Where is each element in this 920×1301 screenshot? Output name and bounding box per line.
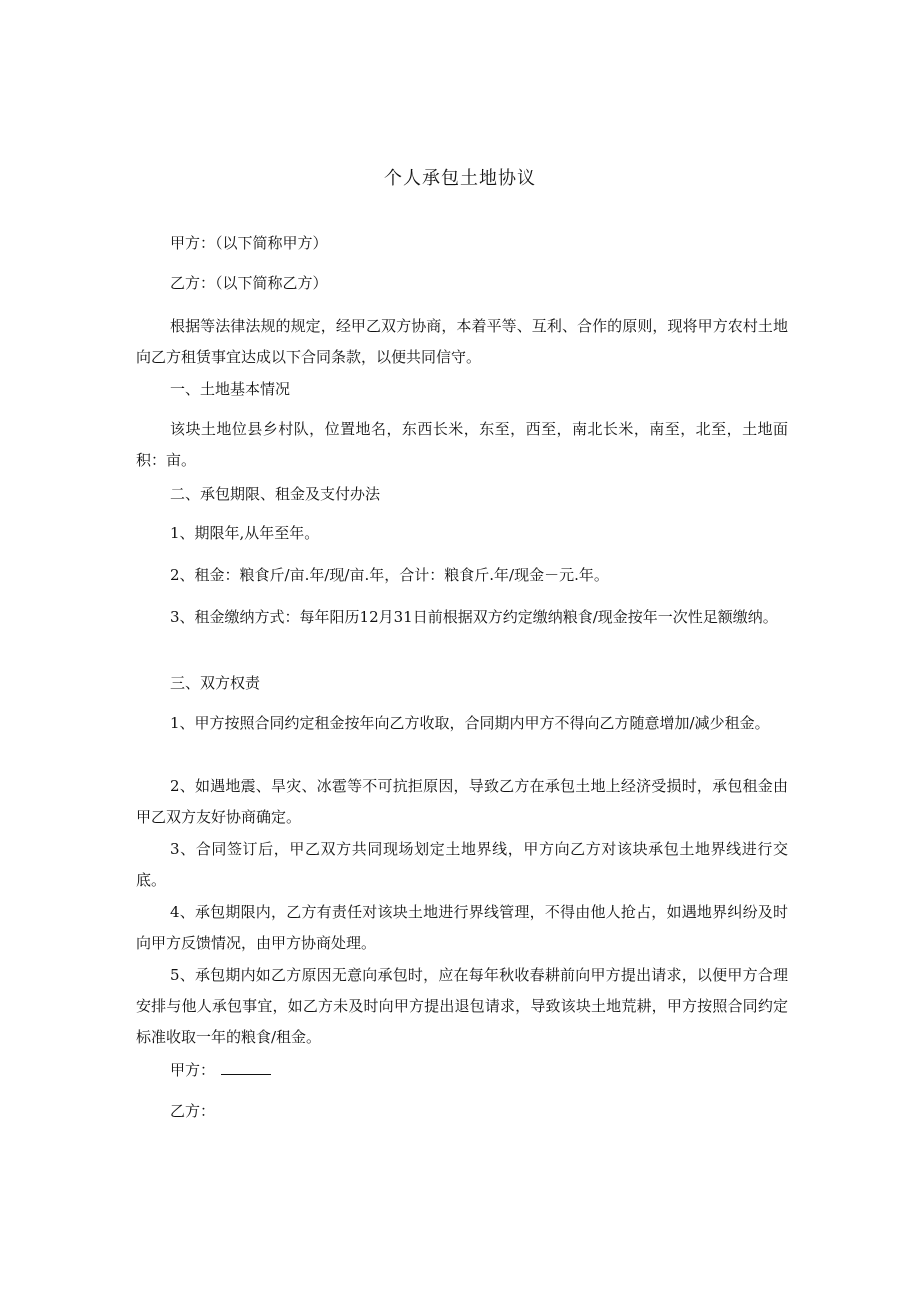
section-3-item-4: 4、承包期限内，乙方有责任对该块土地进行界线管理，不得由他人抢占，如遇地界纠纷及时向甲方反馈情况，由甲方协商处理。 [136, 903, 788, 952]
section-1-heading: 一、土地基本情况 [170, 380, 291, 398]
section-3-item-2: 2、如遇地震、旱灾、冰雹等不可抗拒原因，导致乙方在承包土地上经济受损时，承包租金由甲乙双方友好协商确定。 [136, 777, 788, 826]
signature-party-a-line [221, 1060, 271, 1075]
party-b-line: 乙方：（以下简称乙方） [170, 274, 328, 292]
preamble-paragraph: 根据等法律法规的规定，经甲乙双方协商，本着平等、互利、合作的原则，现将甲方农村土地向乙方租赁事宜达成以下合同条款，以便共同信守。 [136, 317, 788, 366]
section-3-item-5: 5、承包期内如乙方原因无意向承包时，应在每年秋收春耕前向甲方提出请求，以便甲方合理安排与他人承包事宜，如乙方未及时向甲方提出退包请求，导致该块土地荒耕，甲方按照合同约定标准收取一年的粮食/租金。 [136, 966, 788, 1046]
section-2-item-3: 3、租金缴纳方式：每年阳历12月31日前根据双方约定缴纳粮食/现金按年一次性足额缴纳。 [170, 608, 778, 626]
signature-party-b-label: 乙方： [170, 1102, 216, 1120]
section-3-heading: 三、双方权责 [170, 674, 261, 692]
section-2-heading: 二、承包期限、租金及支付办法 [170, 485, 381, 503]
section-2-item-2: 2、租金：粮食斤/亩.年/现/亩.年，合计：粮食斤.年/现金－元.年。 [170, 566, 609, 584]
section-3-item-1: 1、甲方按照合同约定租金按年向乙方收取，合同期内甲方不得向乙方随意增加/减少租金。 [170, 714, 770, 732]
section-2-item-1: 1、期限年,从年至年。 [170, 524, 320, 542]
section-3-item-3: 3、合同签订后，甲乙双方共同现场划定土地界线，甲方向乙方对该块承包土地界线进行交底。 [136, 840, 788, 889]
signature-party-a-label: 甲方： [170, 1061, 216, 1079]
signature-party-a [136, 1055, 788, 1086]
section-1-paragraph: 该块土地位县乡村队，位置地名，东西长米，东至，西至，南北长米，南至，北至，土地面积：亩。 [136, 420, 788, 469]
document-title: 个人承包土地协议 [384, 168, 536, 189]
signature-party-b [136, 1096, 788, 1127]
party-a-line: 甲方：（以下简称甲方） [170, 234, 328, 252]
